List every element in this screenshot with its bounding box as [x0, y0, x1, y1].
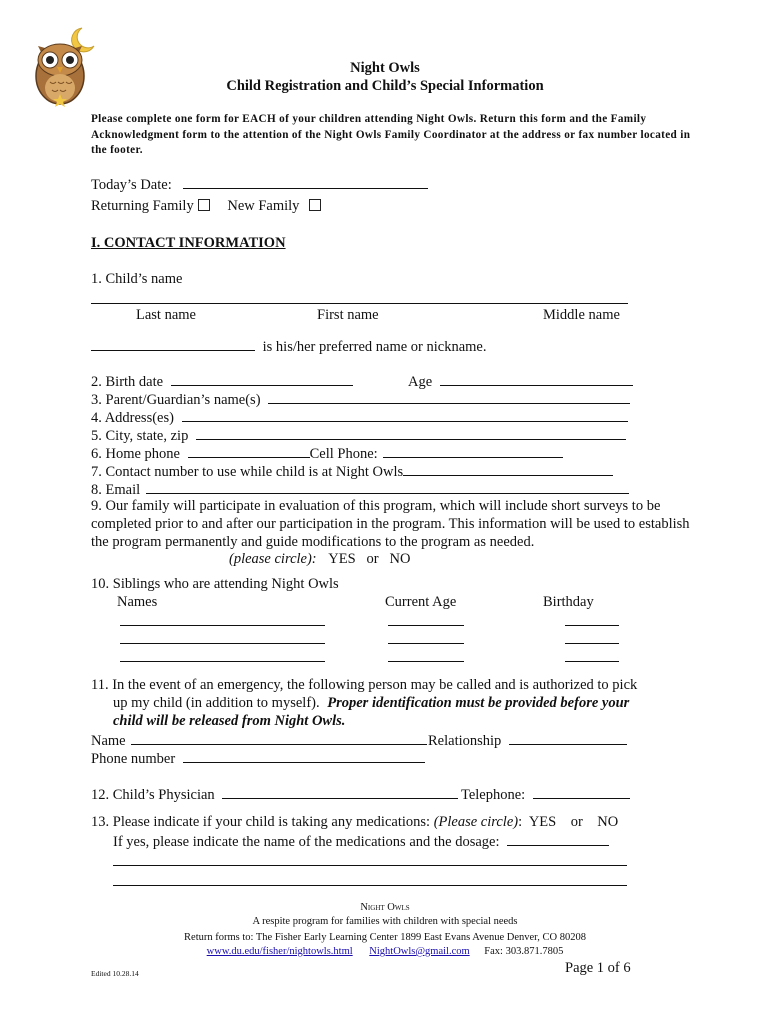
phone-field — [91, 444, 563, 463]
contact-number-field — [91, 462, 613, 481]
returning-family-checkbox[interactable] — [198, 199, 210, 211]
footer-return-address: Return forms to: The Fisher Early Learning Center 1899 East Evans Avenue Denver, CO 80208 — [184, 932, 586, 943]
sibling-age-line[interactable] — [388, 648, 464, 662]
home-phone-line[interactable] — [188, 444, 310, 458]
medications-detail-line[interactable] — [507, 832, 609, 846]
emergency-id-notice-cont: child will be released from Night Owls. — [113, 713, 346, 729]
emergency-name-label: Name — [91, 733, 126, 749]
medications-detail-label: If yes, please indicate the name of the medications and the dosage: — [113, 834, 500, 850]
evaluation-circle-label: (please circle): — [229, 551, 317, 567]
medications-circle-label: (Please circle) — [433, 814, 519, 830]
siblings-age-header: Current Age — [385, 594, 457, 610]
relationship-label: Relationship — [428, 733, 502, 749]
physician-label: 12. Child’s Physician — [91, 787, 215, 803]
middle-name-label: Middle name — [543, 307, 620, 323]
footer-tagline: A respite program for families with children with special needs — [252, 916, 518, 927]
footer-contacts — [0, 946, 770, 957]
cell-phone-label: Cell Phone: — [309, 446, 378, 462]
footer-website-link[interactable]: www.du.edu/fisher/nightowls.html — [206, 946, 353, 957]
age-field — [408, 372, 633, 391]
footer-org: Night Owls — [360, 902, 410, 913]
physician-phone-label: Telephone: — [461, 787, 526, 803]
address-line[interactable] — [182, 408, 628, 422]
returning-family-label: Returning Family — [91, 198, 194, 214]
cell-phone-line[interactable] — [383, 444, 563, 458]
form-subtitle: Child Registration and Child’s Special Information — [226, 78, 544, 94]
form-title: Night Owls — [350, 60, 420, 76]
sibling-birthday-line[interactable] — [565, 630, 619, 644]
preferred-name-label: is his/her preferred name or nickname. — [262, 339, 487, 355]
medications-line[interactable] — [113, 852, 627, 866]
evaluation-paragraph: 9. Our family will participate in evaluation of this program, which will include short surveys to be completed prior to and after our participation in the program. This information will be used to establish the program permanently and guide modifications to the program as needed. — [91, 498, 690, 550]
medications-line-1 — [91, 814, 618, 831]
parent-name-label: 3. Parent/Guardian’s name(s) — [91, 392, 261, 408]
age-label: Age — [408, 374, 433, 390]
city-state-zip-label: 5. City, state, zip — [91, 428, 189, 444]
first-name-label: First name — [317, 307, 379, 323]
siblings-names-header: Names — [117, 594, 158, 610]
email-label: 8. Email — [91, 482, 141, 498]
parent-name-field — [91, 390, 630, 409]
edited-date: Edited 10.28.14 — [91, 969, 139, 978]
preferred-name-row — [91, 337, 486, 356]
footer-email-link[interactable]: NightOwls@gmail.com — [369, 946, 470, 957]
child-name-line[interactable] — [91, 290, 628, 304]
q1-label: 1. Child’s name — [91, 271, 183, 287]
emergency-name-line[interactable] — [131, 731, 427, 745]
footer-fax: Fax: 303.871.7805 — [484, 946, 564, 957]
evaluation-yes-no[interactable]: YES or NO — [328, 551, 411, 567]
age-line[interactable] — [440, 372, 633, 386]
new-family-label: New Family — [227, 198, 300, 214]
physician-field — [91, 785, 458, 804]
contact-number-label: 7. Contact number to use while child is at Night Owls — [91, 464, 404, 480]
relationship-field — [428, 731, 627, 750]
birth-date-label: 2. Birth date — [91, 374, 164, 390]
emergency-line-1: 11. In the event of an emergency, the following person may be called and is authorized to pick — [91, 677, 638, 693]
evaluation-circle-row — [229, 551, 410, 568]
emergency-phone-label: Phone number — [91, 751, 176, 767]
todays-date-line[interactable] — [183, 175, 428, 189]
siblings-birthday-header: Birthday — [543, 594, 594, 610]
section-heading: I. CONTACT INFORMATION — [91, 235, 286, 251]
email-line[interactable] — [146, 480, 629, 494]
physician-phone-line[interactable] — [533, 785, 630, 799]
emergency-text: up my child (in addition to myself). — [113, 695, 320, 711]
contact-number-line[interactable] — [403, 462, 613, 476]
preferred-name-line[interactable] — [91, 337, 255, 351]
todays-date-field[interactable] — [91, 175, 428, 194]
page-number: Page 1 of 6 — [565, 960, 631, 976]
sibling-age-line[interactable] — [388, 612, 464, 626]
parent-name-line[interactable] — [268, 390, 630, 404]
medications-yes-no[interactable]: : YES or NO — [518, 814, 619, 830]
physician-phone-field — [461, 785, 630, 804]
new-family-checkbox[interactable] — [309, 199, 321, 211]
sibling-name-line[interactable] — [120, 612, 325, 626]
family-type-row — [91, 198, 321, 215]
sibling-age-line[interactable] — [388, 630, 464, 644]
emergency-id-notice: Proper identification must be provided before your — [327, 695, 630, 711]
sibling-birthday-line[interactable] — [565, 648, 619, 662]
birth-date-field — [91, 372, 353, 391]
todays-date-label: Today’s Date: — [91, 177, 172, 193]
physician-line[interactable] — [222, 785, 458, 799]
medications-question: 13. Please indicate if your child is taking any medications: — [91, 814, 431, 830]
birth-date-line[interactable] — [171, 372, 353, 386]
emergency-phone-line[interactable] — [183, 749, 425, 763]
medications-line[interactable] — [113, 872, 627, 886]
home-phone-label: 6. Home phone — [91, 446, 180, 462]
last-name-label: Last name — [136, 307, 196, 323]
city-state-zip-line[interactable] — [196, 426, 626, 440]
siblings-label: 10. Siblings who are attending Night Owls — [91, 576, 339, 592]
address-label: 4. Address(es) — [91, 410, 174, 426]
form-instructions: Please complete one form for EACH of your children attending Night Owls. Return this form and the Family Acknowledgment form to the attention of the Night Owls Family Coordinator at the address or fax number located in the footer. — [91, 113, 691, 156]
emergency-name-field — [91, 731, 427, 750]
relationship-line[interactable] — [509, 731, 627, 745]
sibling-name-line[interactable] — [120, 648, 325, 662]
address-field — [91, 408, 628, 427]
emergency-phone-field — [91, 749, 425, 768]
emergency-line-2 — [113, 695, 629, 712]
medications-line-2 — [113, 832, 609, 851]
sibling-birthday-line[interactable] — [565, 612, 619, 626]
sibling-name-line[interactable] — [120, 630, 325, 644]
city-state-zip-field — [91, 426, 626, 445]
